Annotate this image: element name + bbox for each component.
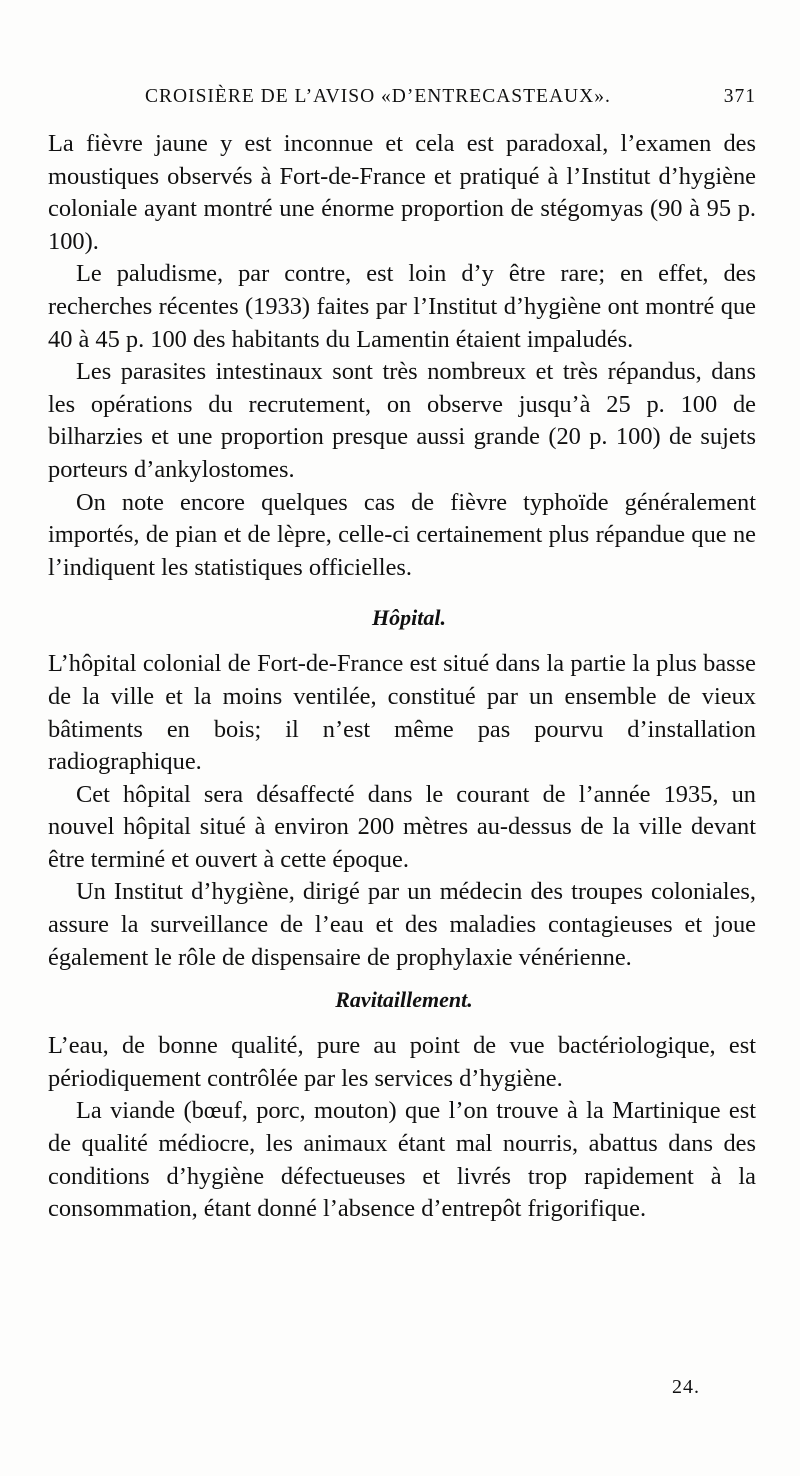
body-text xyxy=(48,128,756,1226)
signature-mark: 24. xyxy=(672,1376,700,1398)
section-heading-ravitaillement: Ravitaillement. xyxy=(335,987,473,1013)
paragraph-new-hospital: Cet hôpital sera désaffecté dans le courant de l’année 1935, un nouvel hôpital situé à environ 200 mètres au-dessus de la ville devant être terminé et ouvert à cette époque. xyxy=(48,780,756,873)
paragraph-meat: La viande (bœuf, porc, mouton) que l’on trouve à la Martinique est de qualité médiocre, les animaux étant mal nourris, abattus dans des conditions d’hygiène défectueuses et livrés trop rapidement à la consommation, étant donné l’absence d’entrepôt frigorifique. xyxy=(48,1097,756,1223)
running-head xyxy=(50,86,756,116)
paragraph-colonial-hospital: L’hôpital colonial de Fort-de-France est situé dans la partie la plus basse de la ville et la moins ventilée, constitué par un ensemble de vieux bâtiments en bois; il n’est même pas pourvu d’installation radiographique. xyxy=(48,650,756,776)
page-number: 371 xyxy=(723,86,756,107)
paragraph-water: L’eau, de bonne qualité, pure au point de vue bactériologique, est périodiquement contrôlée par les services d’hygiène. xyxy=(48,1032,756,1092)
paragraph-intestinal-parasites: Les parasites intestinaux sont très nombreux et très répandus, dans les opérations du recrutement, on observe jusqu’à 25 p. 100 de bilharzies et une proportion presque aussi grande (20 p. 100) de sujets porteurs d’ankylostomes. xyxy=(48,358,756,483)
paragraph-other-diseases: On note encore quelques cas de fièvre typhoïde généralement importés, de pian et de lèpre, celle-ci certainement plus répandue que ne l’indiquent les statistiques officielles. xyxy=(48,488,756,581)
paragraph-yellow-fever: La fièvre jaune y est inconnue et cela est paradoxal, l’examen des moustiques observés à Fort-de-France et pratiqué à l’Institut d’hygiène coloniale ayant montré une énorme proportion de stégomyas (90 à 95 p. 100). xyxy=(48,130,756,255)
paragraph-hygiene-institute: Un Institut d’hygiène, dirigé par un médecin des troupes coloniales, assure la surveillance de l’eau et des maladies contagieuses et joue également le rôle de dispensaire de prophylaxie vénérienne. xyxy=(48,878,756,971)
section-heading-hopital: Hôpital. xyxy=(372,605,446,631)
paragraph-malaria: Le paludisme, par contre, est loin d’y être rare; en effet, des recherches récentes (1933) faites par l’Institut d’hygiène ont montré que 40 à 45 p. 100 des habitants du Lamentin étaient impaludés. xyxy=(48,260,756,353)
running-title: CROISIÈRE DE L’AVISO «D’ENTRECASTEAUX». xyxy=(145,86,611,107)
